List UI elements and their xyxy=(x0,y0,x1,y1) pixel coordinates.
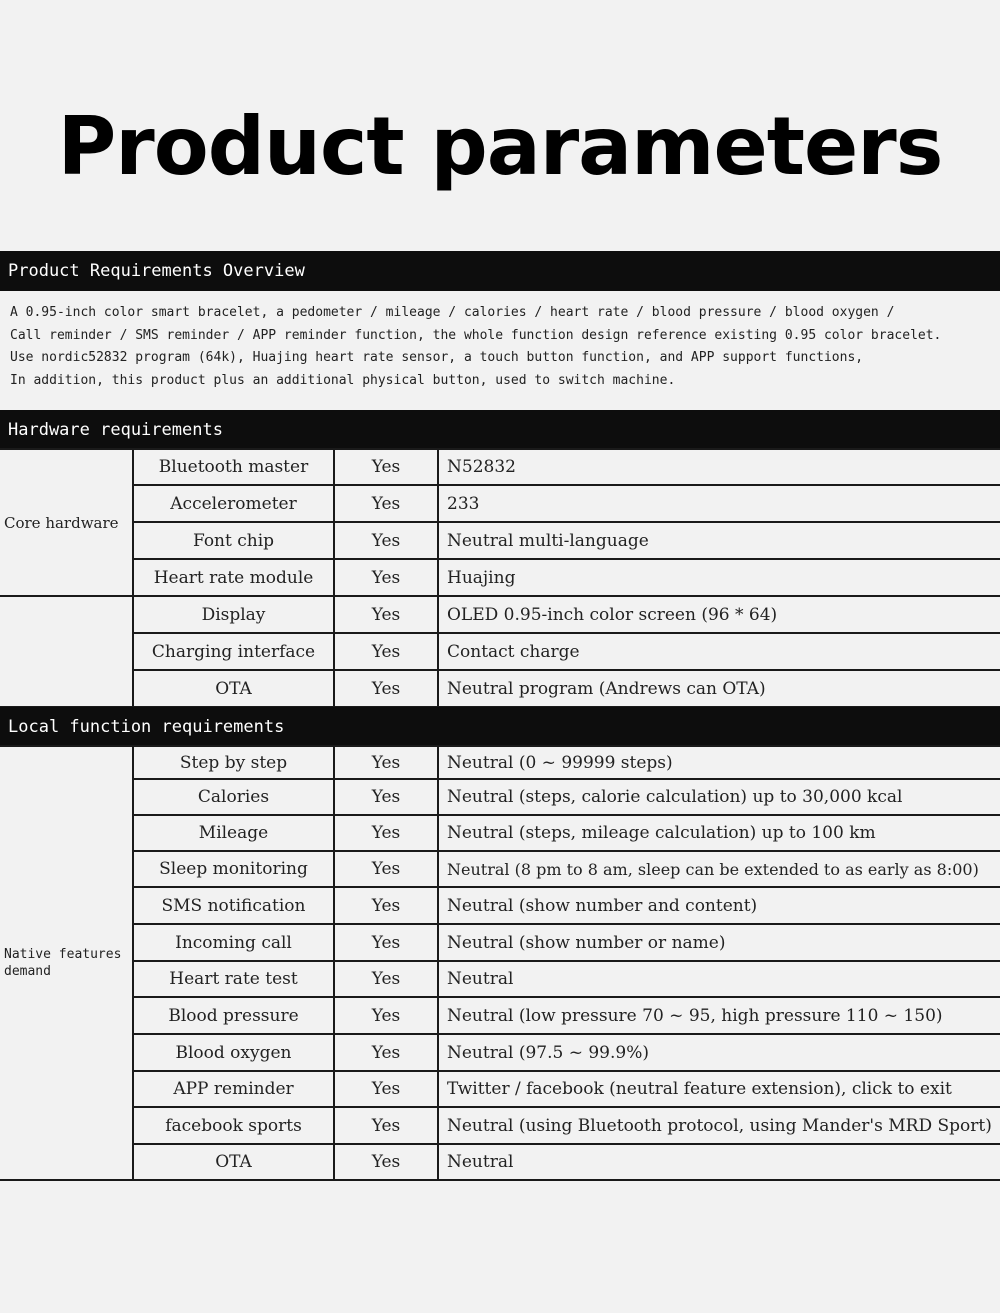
param-name: Display xyxy=(133,596,334,633)
table-row xyxy=(0,522,1000,559)
page-title: Product parameters xyxy=(57,100,943,193)
section-header-hardware: Hardware requirements xyxy=(0,410,1000,450)
param-value: Neutral xyxy=(438,1144,1000,1180)
param-value: Neutral program (Andrews can OTA) xyxy=(438,670,1000,707)
param-required: Yes xyxy=(334,746,438,779)
param-name: Font chip xyxy=(133,522,334,559)
table-row xyxy=(0,1071,1000,1107)
param-value: Neutral xyxy=(438,961,1000,997)
param-name: OTA xyxy=(133,670,334,707)
table-row xyxy=(0,815,1000,851)
param-required: Yes xyxy=(334,997,438,1034)
param-value: Neutral (97.5 ~ 99.9%) xyxy=(438,1034,1000,1071)
param-name: Heart rate test xyxy=(133,961,334,997)
param-name: Blood pressure xyxy=(133,997,334,1034)
param-required: Yes xyxy=(334,924,438,961)
table-row xyxy=(0,961,1000,997)
param-required: Yes xyxy=(334,559,438,596)
param-name: Charging interface xyxy=(133,633,334,670)
table-row xyxy=(0,1107,1000,1144)
param-required: Yes xyxy=(334,449,438,485)
table-row xyxy=(0,670,1000,707)
param-required: Yes xyxy=(334,961,438,997)
overview-line: In addition, this product plus an additional physical button, used to switch machine. xyxy=(10,372,676,388)
param-value: Neutral multi-language xyxy=(438,522,1000,559)
param-value: Neutral (low pressure 70 ~ 95, high pressure 110 ~ 150) xyxy=(438,997,1000,1034)
param-value: Neutral (using Bluetooth protocol, using Mander's MRD Sport) xyxy=(438,1107,1000,1144)
param-value: Neutral (show number and content) xyxy=(438,887,1000,924)
param-name: APP reminder xyxy=(133,1071,334,1107)
param-value: Neutral (show number or name) xyxy=(438,924,1000,961)
table-row xyxy=(0,851,1000,887)
param-value: Neutral (0 ~ 99999 steps) xyxy=(438,746,1000,779)
param-required: Yes xyxy=(334,815,438,851)
param-required: Yes xyxy=(334,633,438,670)
hardware-table xyxy=(0,448,1000,708)
table-row xyxy=(0,997,1000,1034)
param-value: N52832 xyxy=(438,449,1000,485)
param-required: Yes xyxy=(334,596,438,633)
param-name: Mileage xyxy=(133,815,334,851)
table-row xyxy=(0,779,1000,815)
param-name: Step by step xyxy=(133,746,334,779)
param-required: Yes xyxy=(334,1144,438,1180)
table-row xyxy=(0,887,1000,924)
section-header-local: Local function requirements xyxy=(0,707,1000,747)
table-row xyxy=(0,1034,1000,1071)
param-name: Incoming call xyxy=(133,924,334,961)
param-value: Twitter / facebook (neutral feature extension), click to exit xyxy=(438,1071,1000,1107)
section-header-overview: Product Requirements Overview xyxy=(0,251,1000,291)
table-row xyxy=(0,449,1000,485)
param-required: Yes xyxy=(334,1107,438,1144)
param-value: Neutral (steps, mileage calculation) up to 100 km xyxy=(438,815,1000,851)
param-required: Yes xyxy=(334,670,438,707)
table-row xyxy=(0,633,1000,670)
param-required: Yes xyxy=(334,522,438,559)
param-required: Yes xyxy=(334,779,438,815)
param-value: Neutral (8 pm to 8 am, sleep can be extended to as early as 8:00) xyxy=(438,851,1000,887)
param-value: Huajing xyxy=(438,559,1000,596)
param-value: OLED 0.95-inch color screen (96 * 64) xyxy=(438,596,1000,633)
group-label-native-features: Native features demand xyxy=(0,746,133,1180)
param-name: Bluetooth master xyxy=(133,449,334,485)
param-name: Heart rate module xyxy=(133,559,334,596)
param-name: OTA xyxy=(133,1144,334,1180)
param-required: Yes xyxy=(334,1071,438,1107)
param-name: facebook sports xyxy=(133,1107,334,1144)
overview-line: A 0.95-inch color smart bracelet, a pedometer / mileage / calories / heart rate / blood pressure / blood oxygen / xyxy=(10,305,895,320)
param-required: Yes xyxy=(334,1034,438,1071)
overview-line: Use nordic52832 program (64k), Huajing heart rate sensor, a touch button function, and APP support functions, xyxy=(10,350,864,365)
param-value: Neutral (steps, calorie calculation) up to 30,000 kcal xyxy=(438,779,1000,815)
param-name: Blood oxygen xyxy=(133,1034,334,1071)
param-required: Yes xyxy=(334,485,438,522)
param-name: Accelerometer xyxy=(133,485,334,522)
table-row xyxy=(0,924,1000,961)
param-name: Sleep monitoring xyxy=(133,851,334,887)
param-required: Yes xyxy=(334,887,438,924)
local-function-table xyxy=(0,745,1000,1181)
group-label-core-hardware: Core hardware xyxy=(0,449,133,596)
group-label-other-hardware xyxy=(0,596,133,707)
table-row xyxy=(0,559,1000,596)
param-value: 233 xyxy=(438,485,1000,522)
param-value: Contact charge xyxy=(438,633,1000,670)
overview-line: Call reminder / SMS reminder / APP reminder function, the whole function design reference existing 0.95 color bracelet. xyxy=(10,327,942,343)
param-name: SMS notification xyxy=(133,887,334,924)
table-row xyxy=(0,485,1000,522)
overview-paragraph xyxy=(10,302,995,392)
table-row xyxy=(0,596,1000,633)
table-row xyxy=(0,1144,1000,1180)
table-row xyxy=(0,746,1000,779)
param-required: Yes xyxy=(334,851,438,887)
param-name: Calories xyxy=(133,779,334,815)
